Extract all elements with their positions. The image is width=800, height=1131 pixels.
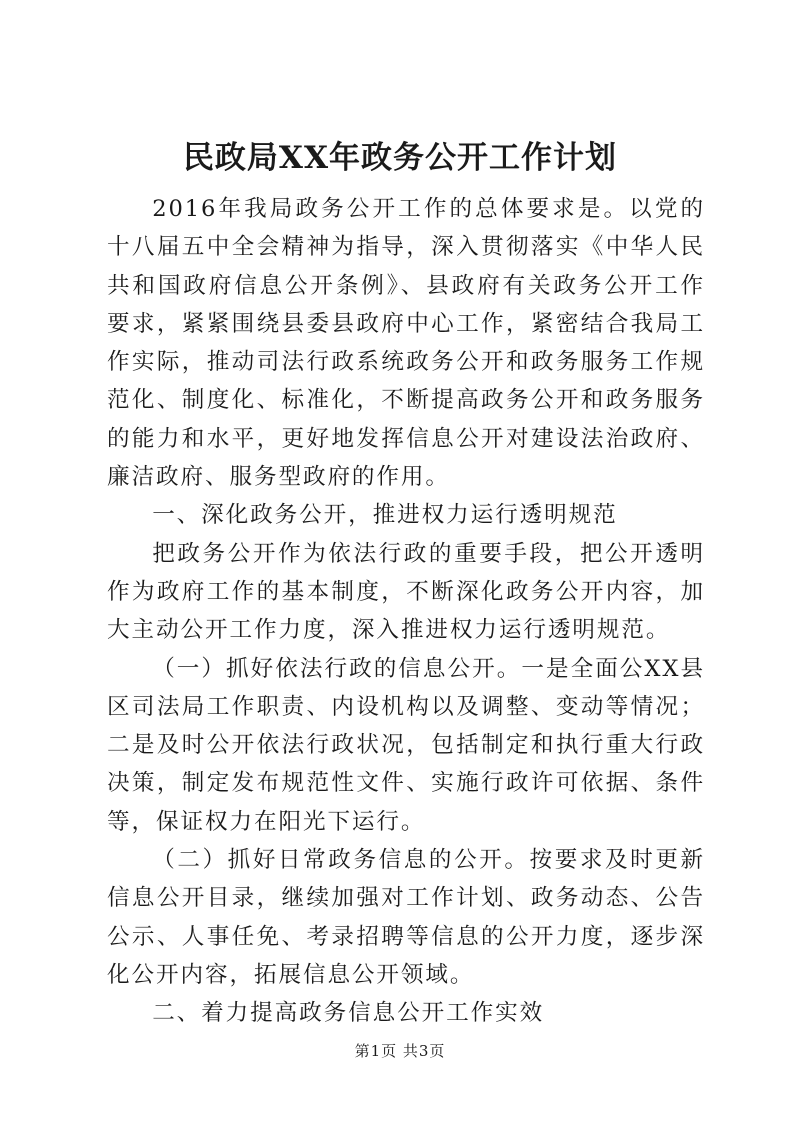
document-body [107, 190, 705, 1033]
page-footer: 第1页 共3页 [354, 1042, 446, 1060]
paragraph-section-1: 把政务公开作为依法行政的重要手段，把公开透明作为政府工作的基本制度，不断深化政务公开内容，加大主动公开工作力度，深入推进权力运行透明规范。 [107, 540, 705, 644]
paragraph-subsection-1: （一）抓好依法行政的信息公开。一是全面公XX县区司法局工作职责、内设机构以及调整、变动等情况；二是及时公开依法行政状况，包括制定和执行重大行政决策，制定发布规范性文件、实施行政许可依据、条件等，保证权力在阳光下运行。 [107, 655, 705, 835]
paragraph-subsection-2: （二）抓好日常政务信息的公开。按要求及时更新信息公开目录，继续加强对工作计划、政务动态、公告公示、人事任免、考录招聘等信息的公开力度，逐步深化公开内容，拓展信息公开领域。 [107, 847, 705, 988]
document-title: 民政局XX年政务公开工作计划 [182, 140, 618, 176]
paragraph-intro: 2016年我局政务公开工作的总体要求是。以党的十八届五中全会精神为指导，深入贯彻落实《中华人民共和国政府信息公开条例》、县政府有关政务公开工作要求，紧紧围绕县委县政府中心工作，紧密结合我局工作实际，推动司法行政系统政务公开和政务服务工作规范化、制度化、标准化，不断提高政务公开和政务服务的能力和水平，更好地发挥信息公开对建设法治政府、廉洁政府、服务型政府的作用。 [107, 196, 705, 491]
section-heading-1: 一、深化政务公开，推进权力运行透明规范 [152, 502, 618, 529]
section-heading-2: 二、着力提高政务信息公开工作实效 [152, 1000, 545, 1027]
